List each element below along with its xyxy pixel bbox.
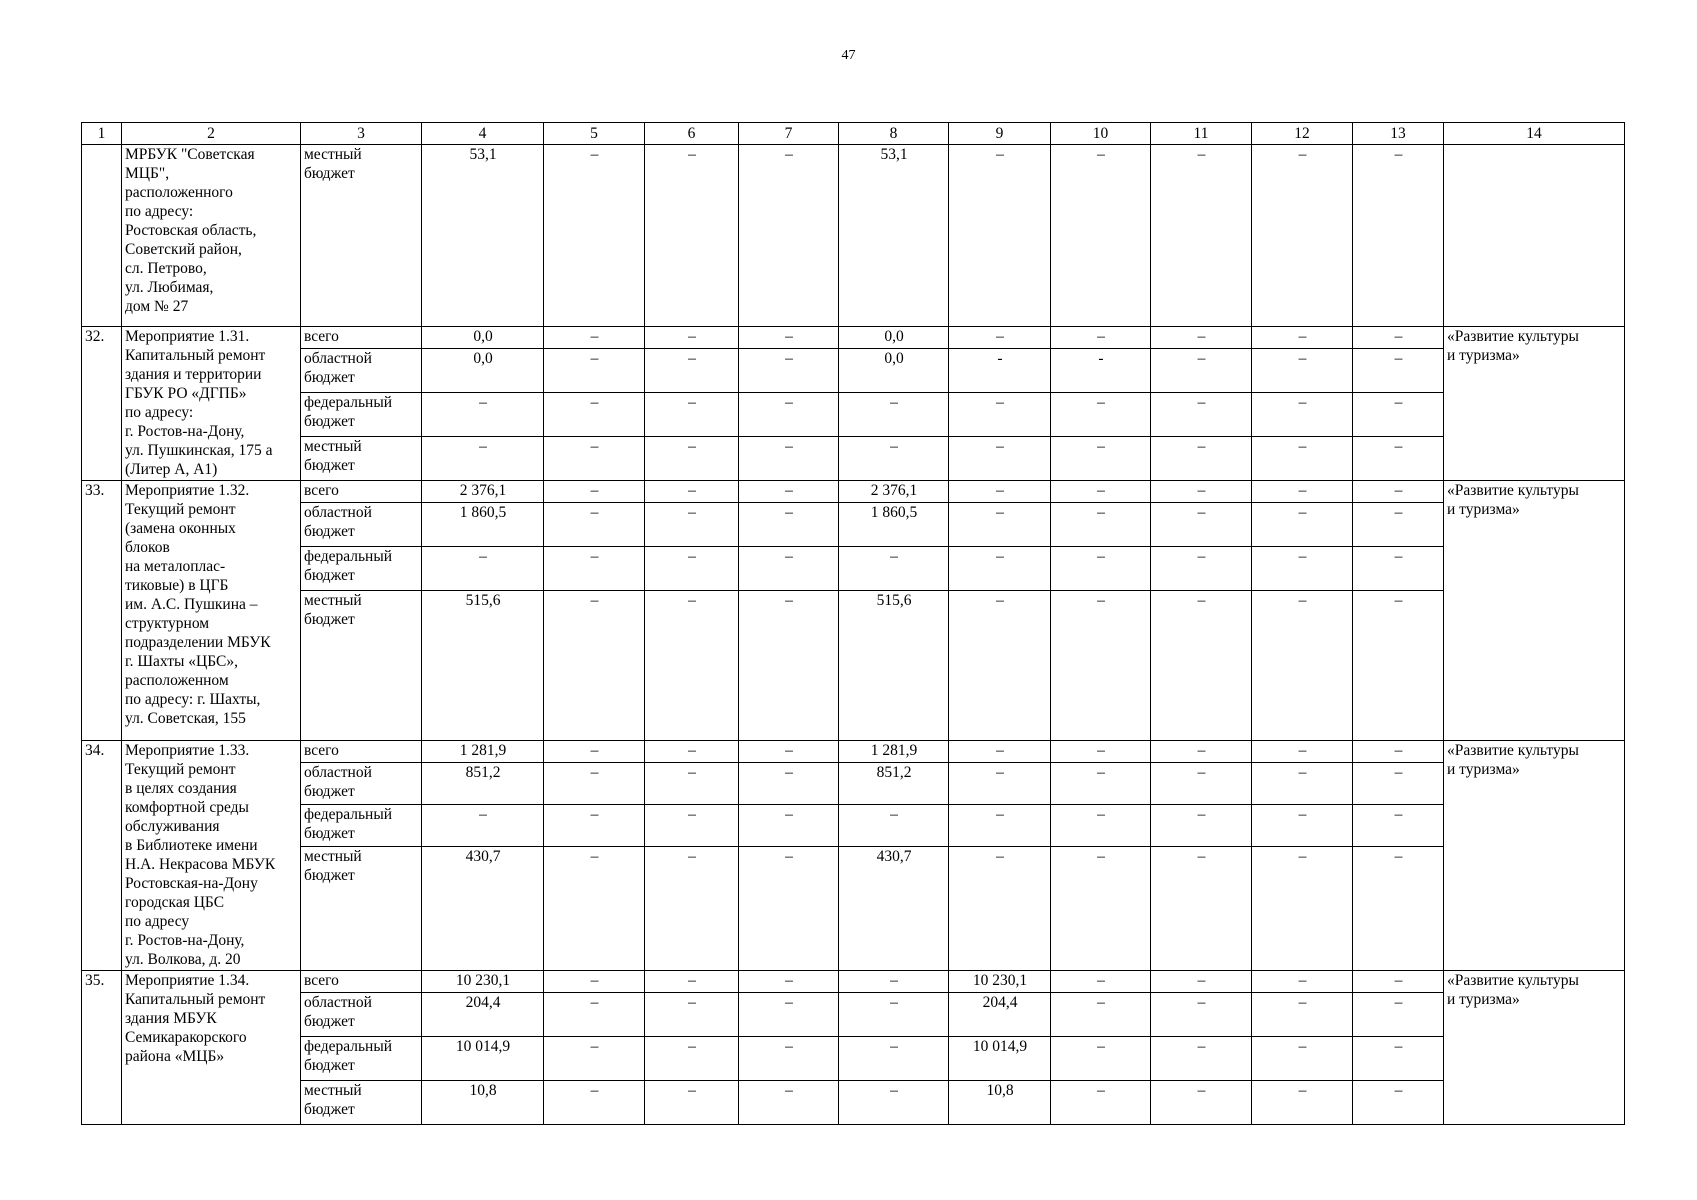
table-row xyxy=(82,327,1625,349)
amount-cell: – xyxy=(1051,1081,1151,1125)
table-row xyxy=(82,805,1625,847)
funding-source: местный бюджет xyxy=(301,437,422,481)
amount-cell: – xyxy=(544,393,645,437)
amount-cell: – xyxy=(739,805,839,847)
amount-cell: – xyxy=(1353,349,1444,393)
amount-cell: – xyxy=(1252,437,1353,481)
amount-cell: – xyxy=(1252,847,1353,971)
column-header: 1 xyxy=(82,123,122,145)
table-row xyxy=(82,547,1625,591)
amount-cell: – xyxy=(645,805,739,847)
amount-cell: 430,7 xyxy=(839,847,949,971)
amount-cell: – xyxy=(1252,1037,1353,1081)
amount-cell: – xyxy=(1151,971,1252,993)
amount-cell: – xyxy=(1353,1037,1444,1081)
amount-cell: 10,8 xyxy=(422,1081,544,1125)
funding-source: местный бюджет xyxy=(301,847,422,971)
amount-cell: 1 860,5 xyxy=(422,503,544,547)
amount-cell: – xyxy=(949,763,1051,805)
amount-cell: 430,7 xyxy=(422,847,544,971)
funding-source: местный бюджет xyxy=(301,145,422,327)
amount-cell: – xyxy=(839,547,949,591)
amount-cell: – xyxy=(645,503,739,547)
table-row xyxy=(82,1081,1625,1125)
table-row xyxy=(82,503,1625,547)
amount-cell: – xyxy=(1051,971,1151,993)
amount-cell: 1 281,9 xyxy=(422,741,544,763)
amount-cell: – xyxy=(1353,1081,1444,1125)
amount-cell: – xyxy=(949,393,1051,437)
funding-source: областной бюджет xyxy=(301,349,422,393)
amount-cell: – xyxy=(1151,393,1252,437)
program-name xyxy=(1444,145,1625,327)
amount-cell: – xyxy=(839,805,949,847)
amount-cell: – xyxy=(544,1081,645,1125)
activity-name: Мероприятие 1.31. Капитальный ремонт здания и территории ГБУК РО «ДГПБ» по адресу: г. Ростов-на-Дону, ул. Пушкинская, 175 а (Литер А, А1) xyxy=(122,327,301,481)
amount-cell: – xyxy=(1252,805,1353,847)
amount-cell: – xyxy=(645,393,739,437)
amount-cell: – xyxy=(1151,1081,1252,1125)
amount-cell: – xyxy=(645,763,739,805)
row-number: 33. xyxy=(82,481,122,741)
amount-cell: 204,4 xyxy=(422,993,544,1037)
amount-cell: – xyxy=(422,805,544,847)
amount-cell: – xyxy=(739,349,839,393)
amount-cell: – xyxy=(839,971,949,993)
amount-cell: 10 014,9 xyxy=(422,1037,544,1081)
amount-cell: – xyxy=(1051,591,1151,741)
amount-cell: – xyxy=(1051,503,1151,547)
amount-cell: 515,6 xyxy=(422,591,544,741)
amount-cell: 53,1 xyxy=(839,145,949,327)
amount-cell: – xyxy=(544,547,645,591)
amount-cell: – xyxy=(839,393,949,437)
amount-cell: – xyxy=(1252,145,1353,327)
amount-cell: – xyxy=(1252,547,1353,591)
amount-cell: 2 376,1 xyxy=(422,481,544,503)
amount-cell: – xyxy=(1051,1037,1151,1081)
amount-cell: – xyxy=(1353,763,1444,805)
amount-cell: – xyxy=(739,145,839,327)
amount-cell: – xyxy=(739,1081,839,1125)
amount-cell: – xyxy=(1353,993,1444,1037)
amount-cell: – xyxy=(1252,591,1353,741)
amount-cell: 0,0 xyxy=(422,349,544,393)
amount-cell: – xyxy=(739,591,839,741)
amount-cell: – xyxy=(949,437,1051,481)
column-header: 3 xyxy=(301,123,422,145)
amount-cell: – xyxy=(1353,145,1444,327)
amount-cell: 53,1 xyxy=(422,145,544,327)
amount-cell: – xyxy=(544,1037,645,1081)
amount-cell: – xyxy=(739,327,839,349)
program-name: «Развитие культуры и туризма» xyxy=(1444,971,1625,1125)
column-header: 2 xyxy=(122,123,301,145)
amount-cell: – xyxy=(1252,993,1353,1037)
amount-cell: – xyxy=(544,145,645,327)
amount-cell: 10,8 xyxy=(949,1081,1051,1125)
amount-cell: – xyxy=(739,503,839,547)
amount-cell: – xyxy=(949,503,1051,547)
activity-name: Мероприятие 1.34. Капитальный ремонт здания МБУК Семикаракорского района «МЦБ» xyxy=(122,971,301,1125)
amount-cell: 0,0 xyxy=(839,327,949,349)
amount-cell: – xyxy=(645,591,739,741)
funding-source: федеральный бюджет xyxy=(301,1037,422,1081)
funding-source: областной бюджет xyxy=(301,993,422,1037)
amount-cell: – xyxy=(1252,971,1353,993)
amount-cell: – xyxy=(949,741,1051,763)
amount-cell: – xyxy=(1353,503,1444,547)
amount-cell: – xyxy=(1252,503,1353,547)
amount-cell: – xyxy=(544,591,645,741)
amount-cell: – xyxy=(839,993,949,1037)
column-header: 12 xyxy=(1252,123,1353,145)
amount-cell: – xyxy=(1353,547,1444,591)
amount-cell: – xyxy=(1353,805,1444,847)
column-header: 5 xyxy=(544,123,645,145)
amount-cell: 1 281,9 xyxy=(839,741,949,763)
amount-cell: – xyxy=(645,971,739,993)
amount-cell: – xyxy=(1051,847,1151,971)
amount-cell: – xyxy=(1353,847,1444,971)
amount-cell: – xyxy=(1151,847,1252,971)
amount-cell: – xyxy=(1151,327,1252,349)
amount-cell: – xyxy=(949,847,1051,971)
amount-cell: – xyxy=(949,327,1051,349)
funding-source: областной бюджет xyxy=(301,503,422,547)
amount-cell: 515,6 xyxy=(839,591,949,741)
amount-cell: 0,0 xyxy=(839,349,949,393)
amount-cell: – xyxy=(1051,145,1151,327)
amount-cell: – xyxy=(1353,393,1444,437)
column-header: 7 xyxy=(739,123,839,145)
amount-cell: – xyxy=(422,547,544,591)
amount-cell: – xyxy=(1353,437,1444,481)
amount-cell: – xyxy=(1151,437,1252,481)
amount-cell: – xyxy=(1151,741,1252,763)
funding-source: федеральный бюджет xyxy=(301,393,422,437)
table-row xyxy=(82,971,1625,993)
funding-source: всего xyxy=(301,481,422,503)
amount-cell: – xyxy=(739,393,839,437)
amount-cell: - xyxy=(949,349,1051,393)
amount-cell: – xyxy=(645,547,739,591)
amount-cell: – xyxy=(739,971,839,993)
funding-source: местный бюджет xyxy=(301,1081,422,1125)
table-row xyxy=(82,481,1625,503)
page-number: 47 xyxy=(841,48,856,63)
row-number: 35. xyxy=(82,971,122,1125)
table-row xyxy=(82,847,1625,971)
amount-cell: – xyxy=(1353,971,1444,993)
amount-cell: – xyxy=(645,145,739,327)
row-number: 32. xyxy=(82,327,122,481)
row-number: 34. xyxy=(82,741,122,971)
amount-cell: – xyxy=(544,481,645,503)
amount-cell: – xyxy=(949,805,1051,847)
column-header: 6 xyxy=(645,123,739,145)
amount-cell: – xyxy=(544,763,645,805)
amount-cell: – xyxy=(1151,481,1252,503)
amount-cell: – xyxy=(739,741,839,763)
header-row xyxy=(82,123,1625,145)
amount-cell: – xyxy=(739,481,839,503)
amount-cell: – xyxy=(645,1037,739,1081)
column-header: 13 xyxy=(1353,123,1444,145)
amount-cell: – xyxy=(1252,349,1353,393)
funding-source: федеральный бюджет xyxy=(301,547,422,591)
amount-cell: – xyxy=(1252,393,1353,437)
amount-cell: – xyxy=(949,481,1051,503)
amount-cell: – xyxy=(1252,763,1353,805)
amount-cell: – xyxy=(1051,805,1151,847)
amount-cell: – xyxy=(1151,591,1252,741)
amount-cell: – xyxy=(1353,481,1444,503)
amount-cell: – xyxy=(645,993,739,1037)
amount-cell: – xyxy=(1353,591,1444,741)
amount-cell: – xyxy=(645,437,739,481)
amount-cell: – xyxy=(1051,393,1151,437)
amount-cell: – xyxy=(1151,763,1252,805)
amount-cell: – xyxy=(1051,741,1151,763)
amount-cell: – xyxy=(544,993,645,1037)
amount-cell: – xyxy=(739,1037,839,1081)
amount-cell: 1 860,5 xyxy=(839,503,949,547)
amount-cell: – xyxy=(1353,327,1444,349)
amount-cell: – xyxy=(1353,741,1444,763)
table-row xyxy=(82,763,1625,805)
amount-cell: – xyxy=(739,763,839,805)
amount-cell: – xyxy=(1051,763,1151,805)
row-number xyxy=(82,145,122,327)
amount-cell: 204,4 xyxy=(949,993,1051,1037)
amount-cell: – xyxy=(1051,993,1151,1037)
amount-cell: – xyxy=(1051,437,1151,481)
amount-cell: – xyxy=(1151,547,1252,591)
amount-cell: – xyxy=(1151,1037,1252,1081)
amount-cell: – xyxy=(645,1081,739,1125)
amount-cell: 851,2 xyxy=(422,763,544,805)
amount-cell: – xyxy=(544,503,645,547)
amount-cell: – xyxy=(645,481,739,503)
amount-cell: – xyxy=(544,847,645,971)
amount-cell: – xyxy=(1051,547,1151,591)
amount-cell: – xyxy=(544,349,645,393)
amount-cell: – xyxy=(422,437,544,481)
amount-cell: 0,0 xyxy=(422,327,544,349)
table-row xyxy=(82,393,1625,437)
amount-cell: – xyxy=(1051,481,1151,503)
table-row xyxy=(82,1037,1625,1081)
funding-source: всего xyxy=(301,971,422,993)
amount-cell: – xyxy=(1051,327,1151,349)
amount-cell: – xyxy=(1252,481,1353,503)
amount-cell: – xyxy=(645,327,739,349)
amount-cell: – xyxy=(949,547,1051,591)
column-header: 9 xyxy=(949,123,1051,145)
amount-cell: – xyxy=(645,349,739,393)
table-row xyxy=(82,437,1625,481)
amount-cell: – xyxy=(949,145,1051,327)
amount-cell: - xyxy=(1051,349,1151,393)
amount-cell: – xyxy=(1151,993,1252,1037)
column-header: 10 xyxy=(1051,123,1151,145)
amount-cell: 10 230,1 xyxy=(422,971,544,993)
program-name: «Развитие культуры и туризма» xyxy=(1444,741,1625,971)
amount-cell: – xyxy=(739,437,839,481)
amount-cell: 2 376,1 xyxy=(839,481,949,503)
amount-cell: – xyxy=(1252,741,1353,763)
amount-cell: – xyxy=(544,437,645,481)
amount-cell: – xyxy=(422,393,544,437)
column-header: 14 xyxy=(1444,123,1625,145)
amount-cell: – xyxy=(739,993,839,1037)
funding-source: областной бюджет xyxy=(301,763,422,805)
table-row xyxy=(82,145,1625,327)
amount-cell: – xyxy=(1151,145,1252,327)
amount-cell: 10 014,9 xyxy=(949,1037,1051,1081)
amount-cell: – xyxy=(544,327,645,349)
activity-name: Мероприятие 1.32. Текущий ремонт (замена оконных блоков на металоплас- тиковые) в ЦГБ им. А.С. Пушкина – структурном подразделении МБУК г. Шахты «ЦБС», расположенном по адресу: г. Шахты, ул. Советская, 155 xyxy=(122,481,301,741)
funding-source: федеральный бюджет xyxy=(301,805,422,847)
amount-cell: – xyxy=(544,741,645,763)
program-name: «Развитие культуры и туризма» xyxy=(1444,481,1625,741)
amount-cell: – xyxy=(739,547,839,591)
table-row xyxy=(82,741,1625,763)
column-header: 8 xyxy=(839,123,949,145)
amount-cell: 851,2 xyxy=(839,763,949,805)
amount-cell: – xyxy=(544,971,645,993)
amount-cell: – xyxy=(1151,349,1252,393)
amount-cell: – xyxy=(839,437,949,481)
amount-cell: – xyxy=(739,847,839,971)
program-name: «Развитие культуры и туризма» xyxy=(1444,327,1625,481)
amount-cell: – xyxy=(839,1037,949,1081)
amount-cell: – xyxy=(544,805,645,847)
amount-cell: – xyxy=(839,1081,949,1125)
amount-cell: – xyxy=(1252,327,1353,349)
table-row xyxy=(82,591,1625,741)
amount-cell: – xyxy=(645,741,739,763)
amount-cell: – xyxy=(949,591,1051,741)
amount-cell: – xyxy=(1151,805,1252,847)
funding-source: всего xyxy=(301,327,422,349)
activity-name: Мероприятие 1.33. Текущий ремонт в целях создания комфортной среды обслуживания в Библиотеке имени Н.А. Некрасова МБУК Ростовская-на-Дону городская ЦБС по адресу г. Ростов-на-Дону, ул. Волкова, д. 20 xyxy=(122,741,301,971)
amount-cell: 10 230,1 xyxy=(949,971,1051,993)
table-row xyxy=(82,349,1625,393)
column-header: 11 xyxy=(1151,123,1252,145)
amount-cell: – xyxy=(1252,1081,1353,1125)
activity-name: МРБУК "Советская МЦБ", расположенного по адресу: Ростовская область, Советский район, сл. Петрово, ул. Любимая, дом № 27 xyxy=(122,145,301,327)
table-row xyxy=(82,993,1625,1037)
amount-cell: – xyxy=(645,847,739,971)
budget-table xyxy=(81,122,1625,1125)
funding-source: местный бюджет xyxy=(301,591,422,741)
column-header: 4 xyxy=(422,123,544,145)
funding-source: всего xyxy=(301,741,422,763)
amount-cell: – xyxy=(1151,503,1252,547)
